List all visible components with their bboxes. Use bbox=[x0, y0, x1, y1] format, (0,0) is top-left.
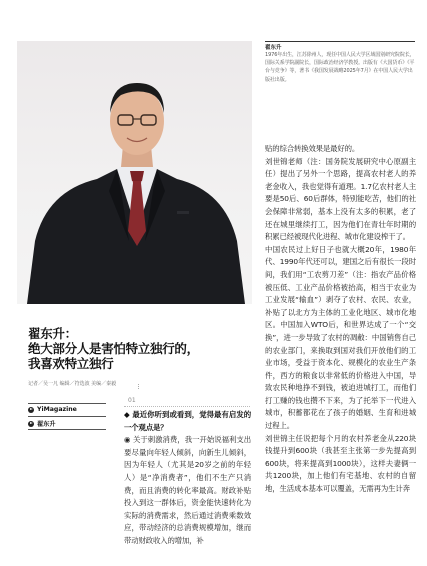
tag-person-label: 翟东升 bbox=[37, 421, 56, 428]
question-marker-icon: ◆ bbox=[124, 410, 133, 419]
tag-rule-top bbox=[28, 403, 106, 404]
portrait-illustration bbox=[17, 41, 252, 304]
portrait-photo bbox=[17, 41, 252, 304]
paragraph-2: 刘世锦老师（注：国务院发展研究中心原副主任）提出了另外一个思路，提高农村老人的养老金收入，我也觉得有道理。1.7亿农村老人主要是50后、60后群体，特别能吃苦，他们的社会保障非常弱，基本上没有太多的积累，老了还在城里继续打工，因为他们在青壮年时期的积累已经被现代化进程、城市化建设榨干了。 bbox=[265, 156, 416, 242]
tag-magazine[interactable] bbox=[28, 406, 77, 413]
tag-person[interactable] bbox=[28, 419, 56, 428]
tag-rule-bottom bbox=[28, 429, 106, 430]
bio-name: 翟东升 bbox=[265, 45, 282, 51]
bio-rule bbox=[265, 41, 415, 42]
paragraph-4: 刘世锦主任说把每个月的农村养老金从220块钱提升到600块（我甚至主张第一步先提高到600块，将来提高到1000块），这样夫妻俩一共1200块，加上他们有宅基地、农村的自留地，生活成本基本可以覆盖，无需再为生计奔 bbox=[265, 433, 416, 494]
play-icon bbox=[28, 407, 34, 413]
question bbox=[124, 409, 251, 434]
answer-text: 关于刺激消费，我一开始说福利支出要尽量向年轻人倾斜，向新生儿倾斜，因为年轻人（尤其是20岁之前的年轻人）是“净消费者”，他们不生产只消费，而且消费的转化率最高。财政补贴投入到这一群体后，资金能快速转化为实际的消费需求，然后通过消费乘数效应，带动经济的总消费规模增加，继而带动财政收入的增加，补 bbox=[124, 435, 251, 545]
tag-rule-middle bbox=[28, 416, 106, 417]
play-icon bbox=[28, 421, 34, 427]
answer bbox=[124, 434, 251, 547]
question-number: 01 bbox=[128, 397, 136, 404]
article-title: 翟东升： 绝大部分人是害怕特立独行的， 我喜欢特立独行 bbox=[28, 326, 199, 372]
bio-text: 1976年出生，江苏徐州人，现任中国人民大学区域国别研究院院长，国际关系学院副院长，国际政治经济学教授。出版有《大国货币》《平台与竞争》等，著书《我国发展战略2025年7月》在中国人民大学出版社出版。 bbox=[265, 52, 415, 83]
question-text: 最近你听到或看到，觉得最有启发的一个观点是？ bbox=[124, 410, 251, 432]
question-rule bbox=[124, 406, 250, 407]
qa-column bbox=[124, 409, 251, 548]
divider-dots bbox=[138, 384, 141, 389]
paragraph-3: 中国农民过上好日子也就大概20年，1980年代、1990年代还可以，建国之后有很长一段时间，我们用“工农剪刀差”（注：指农产品价格被压低、工业产品价格被抬高，相当于农业为工业发展“输血”）剥夺了农村、农民、农业，补贴了以北方为主体的工业化地区、城市化地区。中国加入WTO后，和世界达成了一个“交换”，进一步导致了农村的凋敝：中国销售自己的农业部门，来换取到国对我们开放他们的工业市场，受益于资本化、规模化的农业生产条件，西方的粮食以非常低的价格进入中国，导致农民种地挣不到钱，被迫进城打工，而他们打工赚的钱也攒不下来，为了托举下一代进入城市，积蓄都花在了孩子的婚姻、生育和进城过程上。 bbox=[265, 244, 416, 431]
right-column bbox=[265, 143, 416, 496]
byline: 记者／吴一凡 编辑／符选波 美编／秦毅 bbox=[28, 381, 117, 387]
tag-magazine-label: YiMagazine bbox=[37, 406, 77, 413]
answer-marker-icon: ◉ bbox=[124, 435, 134, 445]
paragraph-1: 贴的综合转换效果是最好的。 bbox=[265, 144, 360, 153]
